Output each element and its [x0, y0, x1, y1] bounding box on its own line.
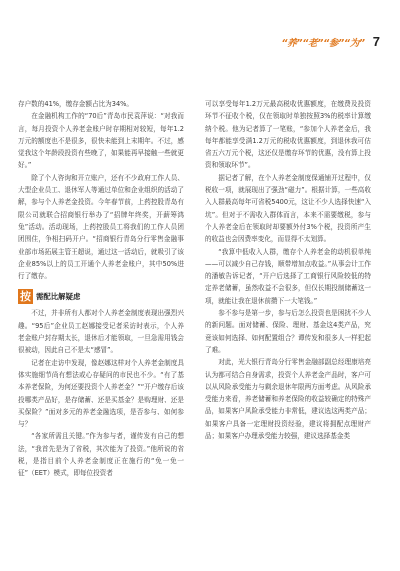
page-number: 7 [372, 34, 380, 49]
article-paragraph: 参不参与是第一步，参与后怎么投资也是困扰不少人的新问题。面对储蓄、保险、理财、基金这4类产品，究竟该如何选择、如何配置组合？谭传发和很多人一样犯起了难。 [205, 309, 371, 354]
article-paragraph: 记者在走访中发现，像赵娜这样对个人养老金制度具体实施细节尚有想法或心存疑问的市民也不少。“有了基本养老保险，为何还要投资个人养老金？”“开户缴存后该投哪类产品好，是存储蓄、还是买基金？是购理财、还是买保险？”面对多元的养老金融选项，是否参与、如何参与？ [18, 358, 184, 429]
article-paragraph: 可以享受每年1.2万元最高税收优惠额度，在缴费及投资环节不征收个税，仅在领取时单独按照3%的税率计算缴纳个税。他为记者算了一笔账，“参加个人养老金后，我每年都能享受满1.2万元的税收优惠额度，到退休我可估省五六万元个税，这还仅是缴存环节的优惠，没有算上投资和领取环节”。 [205, 100, 371, 170]
article-paragraph: 对此，光大银行青岛分行零售金融部副总经理康培亮认为都可结合自身需求，投资个人养老金产品时，客户可以从风险承受能力与剩余退休年限两方面考虑。从风险承受能力来看，养老储蓄和养老保险的收益较确定的特殊产品，如果客户风险承受能力非常低，建议选这两类产品；如果客户具备一定理财投资经验，建议将拥配点理财产品；如果客户办理承受能力较强，建议选择基金类 [205, 358, 371, 441]
page-header [281, 34, 380, 49]
article-paragraph: 除了个人咨询和开立账户，还有不少政府工作人员、大型企业员工、退休军人等通过单位和企业组织的活动了解，参与个人养老金投资。今年春节前，上药控股青岛有限公司就联合招商银行举办了“招牌年终奖，开薪筹鸿兔”活动。活动现场，上药控股员工将我们的工作人员团团围住，争相扫码开户。“招商银行青岛分行零售金融事业部市场拓展主管王超说，通过这一活动后，就吸引了该企业85%以上的员工开通个人养老金账户，其中50%进行了缴存。 [18, 173, 184, 281]
article-paragraph: 据记者了解，在个人养老金制度保通铺开过程中，仅税收一项，就展现出了强劲“磁力”。根据计算，一些高收入人群最高每年可省税5400元，这让不少人选择快速“入坑”。但对于不需收入群体而言，本来不需要缴税，参与个人养老金后在领取时却要额外付3%个税，投资所产生的收益也会因费率变化，而显得不太划算。 [205, 173, 371, 244]
section-heading-text: 需配比解疑虑 [36, 291, 81, 301]
right-paragraphs [205, 98, 371, 442]
magazine-brand-logo: “养”“老”“参”“为” [281, 37, 365, 49]
left-paragraphs-after [18, 307, 184, 479]
left-paragraphs-before [18, 98, 184, 282]
section-heading-drop-char: 按 [20, 289, 31, 303]
section-heading [18, 289, 184, 304]
article-paragraph: “各家所需且关键。”作为参与者，谨传发有自己的想法，“我首先是为了省税，其次能为了投资。”他所说的省税，是指目前个人养老金制度正在施行的“免一免一征”（EET）模式，即每位投资者 [18, 432, 184, 478]
article-paragraph: “我算中低收入人群，缴存个人养老金的动机很单纯——可以减少自己存钱，顺带增加点收益。”从事会计工作的潘敏告诉记者，“开户后选择了工商银行风险较低的特定养老储蓄，虽然收益不会很多，但仅长期投制储蓄这一项，就能让我在退休前攒下一大笔钱。” [205, 247, 371, 305]
right-column [205, 98, 371, 442]
article-paragraph: 不过，并非所有人都对个人养老金制度表现出强烈兴趣。“95后”企业员工赵娜接受记者采访时表示，个人养老金账户封存期太长，退休后才能领取，一旦急需用钱会很被动，因此自己不是太“感冒”。 [18, 309, 184, 355]
article-paragraph: 在金融机构工作的“70后”青岛市民袁萍说：“对我而言，每月投资个人养老金账户时存期相对较短，每年1.2万元的额度也不是很多，很快未能到上末期年。不过，感觉我这个年龄段投资有些晚了，如果能再早接触一些就更好。” [18, 112, 184, 170]
left-column [18, 98, 184, 480]
article-paragraph: 存户数的41%，缴存金额占比为34%。 [18, 100, 134, 108]
